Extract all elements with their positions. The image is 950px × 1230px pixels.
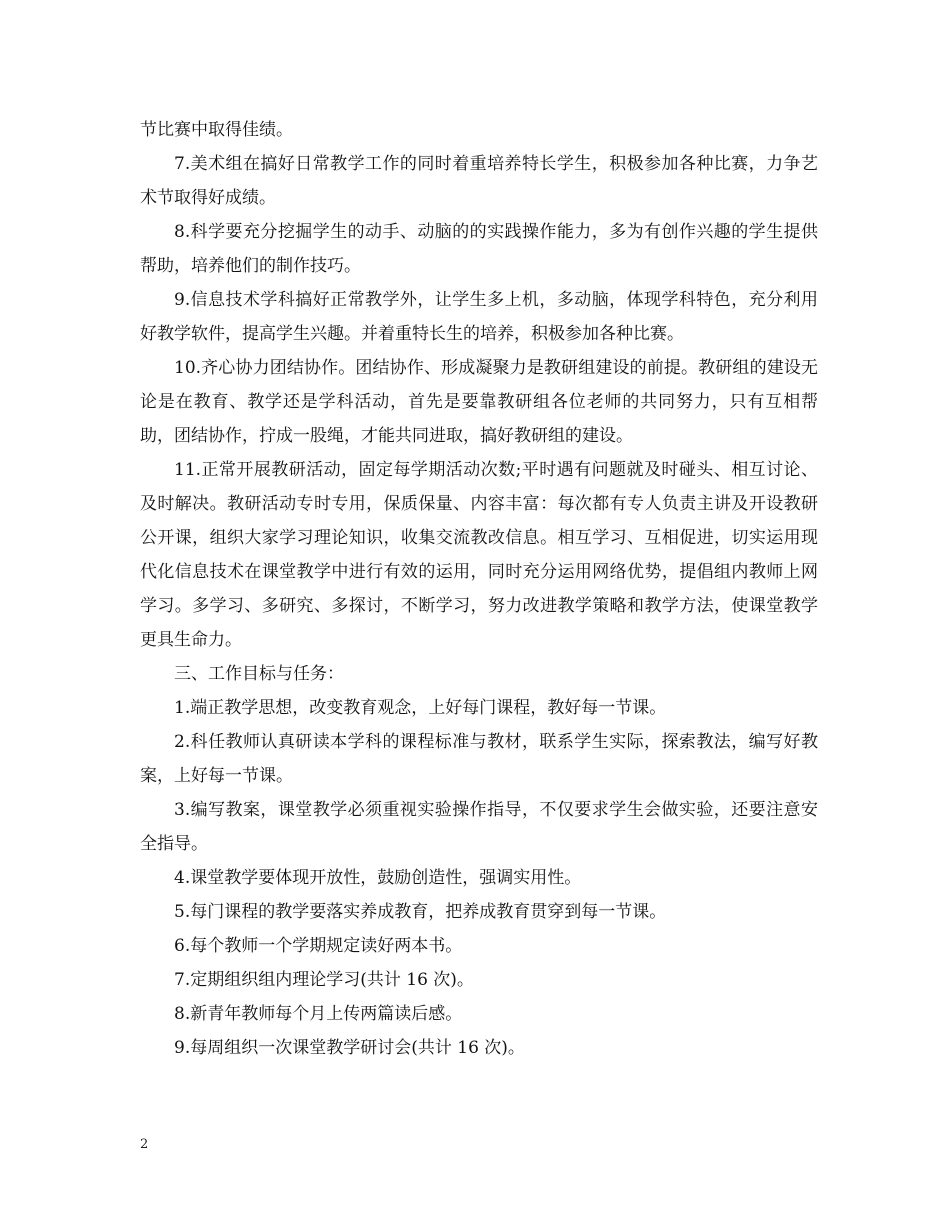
page-number: 2 bbox=[140, 1137, 149, 1152]
paragraph-item-9-it: 9.信息技术学科搞好正常教学外，让学生多上机，多动脑，体现学科特色，充分利用好教学软件，提高学生兴趣。并着重特长生的培养，积极参加各种比赛。 bbox=[140, 290, 818, 344]
paragraph-item-10-teamwork: 10.齐心协力团结协作。团结协作、形成凝聚力是教研组建设的前提。教研组的建设无论是在教育、教学还是学科活动，首先是要靠教研组各位老师的共同努力，只有互相帮助，团结协作，拧成一股绳，才能共同进取，搞好教研组的建设。 bbox=[140, 358, 818, 446]
goal-item-9: 9.每周组织一次课堂教学研讨会(共计 16 次)。 bbox=[174, 1038, 525, 1058]
paragraph-continuation: 节比赛中取得佳绩。 bbox=[140, 120, 293, 140]
goal-item-6: 6.每个教师一个学期规定读好两本书。 bbox=[174, 936, 463, 956]
paragraph-item-7-art: 7.美术组在搞好日常教学工作的同时着重培养特长学生，积极参加各种比赛，力争艺术节取得好成绩。 bbox=[140, 154, 818, 208]
paragraph-item-8-science: 8.科学要充分挖掘学生的动手、动脑的的实践操作能力，多为有创作兴趣的学生提供帮助，培养他们的制作技巧。 bbox=[140, 222, 818, 276]
goal-item-7: 7.定期组织组内理论学习(共计 16 次)。 bbox=[174, 970, 474, 990]
goal-item-3: 3.编写教案，课堂教学必须重视实验操作指导，不仅要求学生会做实验，还要注意安全指导。 bbox=[140, 800, 818, 854]
goal-item-2: 2.科任教师认真研读本学科的课程标准与教材，联系学生实际，探索教法，编写好教案，上好每一节课。 bbox=[140, 732, 818, 786]
goal-item-1: 1.端正教学思想，改变教育观念，上好每门课程，教好每一节课。 bbox=[174, 698, 667, 718]
document-body bbox=[140, 113, 818, 1065]
goal-item-5: 5.每门课程的教学要落实养成教育，把养成教育贯穿到每一节课。 bbox=[174, 902, 667, 922]
goal-item-8: 8.新青年教师每个月上传两篇读后感。 bbox=[174, 1004, 463, 1024]
paragraph-item-11-research: 11.正常开展教研活动，固定每学期活动次数;平时遇有问题就及时碰头、相互讨论、及时解决。教研活动专时专用，保质保量、内容丰富：每次都有专人负责主讲及开设教研公开课，组织大家学习理论知识，收集交流教改信息。相互学习、互相促进，切实运用现代化信息技术在课堂教学中进行有效的运用，同时充分运用网络优势，提倡组内教师上网学习。多学习、多研究、多探讨，不断学习，努力改进教学策略和教学方法，使课堂教学更具生命力。 bbox=[140, 460, 818, 650]
goal-item-4: 4.课堂教学要体现开放性，鼓励创造性，强调实用性。 bbox=[174, 868, 582, 888]
section-heading-goals: 三、工作目标与任务： bbox=[174, 664, 344, 684]
